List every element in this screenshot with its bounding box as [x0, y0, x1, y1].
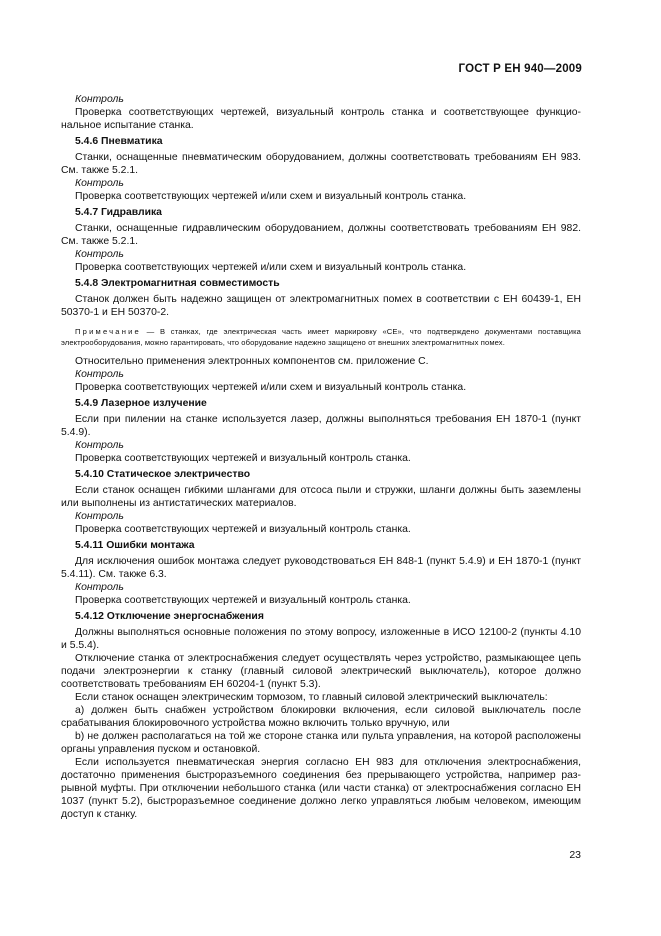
- document-body: [61, 93, 581, 821]
- paragraph: Для исключения ошибок монтажа следует руководствоваться ЕН 848-1 (пункт 5.4.9) и ЕН 1870-1 (пункт 5.4.11). См. также 6.3.: [61, 556, 581, 580]
- paragraph: Проверка соответствующих чертежей и визуальный контроль станка.: [75, 453, 411, 464]
- control-label: Контроль: [75, 369, 124, 380]
- control-label: Контроль: [75, 94, 124, 105]
- paragraph: Если станок оснащен электрическим тормозом, то главный силовой электрический выключатель:: [75, 692, 548, 703]
- paragraph: Проверка соответствующих чертежей и/или схем и визуальный контроль станка.: [75, 262, 467, 273]
- section-heading: 5.4.6 Пневматика: [75, 136, 163, 147]
- paragraph: Отключение станка от электроснабжения следует осуществлять через устройство, размыкающее цепь подачи электроэнергии к станку (главный силовой электрический выключатель), которое должно соответствовать требованиям ЕН 60204-1 (пункт 5.3).: [61, 653, 581, 690]
- section-heading: 5.4.7 Гидравлика: [75, 207, 162, 218]
- section-heading: 5.4.11 Ошибки монтажа: [75, 540, 195, 551]
- paragraph: Станки, оснащенные гидравлическим оборудованием, должны соответствовать требованиям ЕН 982. См. также 5.2.1.: [61, 223, 581, 247]
- control-label: Контроль: [75, 511, 124, 522]
- paragraph: Если используется пневматическая энергия согласно ЕН 983 для отключения электроснабжения, достаточно применения быстроразъемного соединения без прерывающего устройства, например разрывной муфты. При отключении небольшого станка (или части станка) от электроснабжения согласно ЕН 1037 (пункт 5.2), быстроразъемное соединение должно легко управляться любым человеком, имеющим доступ к станку.: [61, 757, 581, 820]
- paragraph: Станок должен быть надежно защищен от электромагнитных помех в соответствии с ЕН 60439-1, ЕН 50370-1 и ЕН 50370-2.: [61, 294, 581, 318]
- document-header: ГОСТ Р ЕН 940—2009: [458, 63, 582, 75]
- note: [61, 326, 581, 348]
- control-label: Контроль: [75, 249, 124, 260]
- control-label: Контроль: [75, 582, 124, 593]
- paragraph: Если при пилении на станке используется лазер, должны выполняться требования ЕН 1870-1 (пункт 5.4.9).: [61, 414, 581, 438]
- paragraph: Относительно применения электронных компонентов см. приложение С.: [75, 356, 429, 367]
- paragraph: Станки, оснащенные пневматическим оборудованием, должны соответствовать требованиям ЕН 983. См. также 5.2.1.: [61, 152, 581, 176]
- paragraph: b) не должен располагаться на той же стороне станка или пульта управления, на которой расположены органы управления пуском и остановкой.: [61, 731, 581, 755]
- section-heading: 5.4.10 Статическое электричество: [75, 469, 251, 480]
- page-number: 23: [569, 849, 581, 861]
- control-label: Контроль: [75, 178, 124, 189]
- note-lead: Примечание: [75, 327, 141, 336]
- paragraph: Проверка соответствующих чертежей, визуальный контроль станка и соответствующее функциональное испытание станка.: [61, 107, 581, 131]
- section-heading: 5.4.9 Лазерное излучение: [75, 398, 207, 409]
- paragraph: Проверка соответствующих чертежей и визуальный контроль станка.: [75, 595, 411, 606]
- paragraph: Если станок оснащен гибкими шлангами для отсоса пыли и стружки, шланги должны быть заземлены или выполнены из антистатических материалов.: [61, 485, 581, 509]
- paragraph: Проверка соответствующих чертежей и/или схем и визуальный контроль станка.: [75, 382, 467, 393]
- section-heading: 5.4.8 Электромагнитная совместимость: [75, 278, 280, 289]
- paragraph: a) должен быть снабжен устройством блокировки включения, если силовой выключатель после срабатывания блокировочного устройства можно включить только вручную, или: [61, 705, 581, 729]
- paragraph: Проверка соответствующих чертежей и визуальный контроль станка.: [75, 524, 411, 535]
- paragraph: Проверка соответствующих чертежей и/или схем и визуальный контроль станка.: [75, 191, 467, 202]
- control-label: Контроль: [75, 440, 124, 451]
- paragraph: Должны выполняться основные положения по этому вопросу, изложенные в ИСО 12100-2 (пункты 4.10 и 5.5.4).: [61, 627, 581, 651]
- note-text: — В станках, где электрическая часть имеет маркировку «СЕ», что подтверждено документами поставщика электрооборудования, можно гарантировать, что оборудование надежно защищено от внешних электромагнитных помех.: [61, 327, 581, 347]
- section-heading: 5.4.12 Отключение энергоснабжения: [75, 611, 264, 622]
